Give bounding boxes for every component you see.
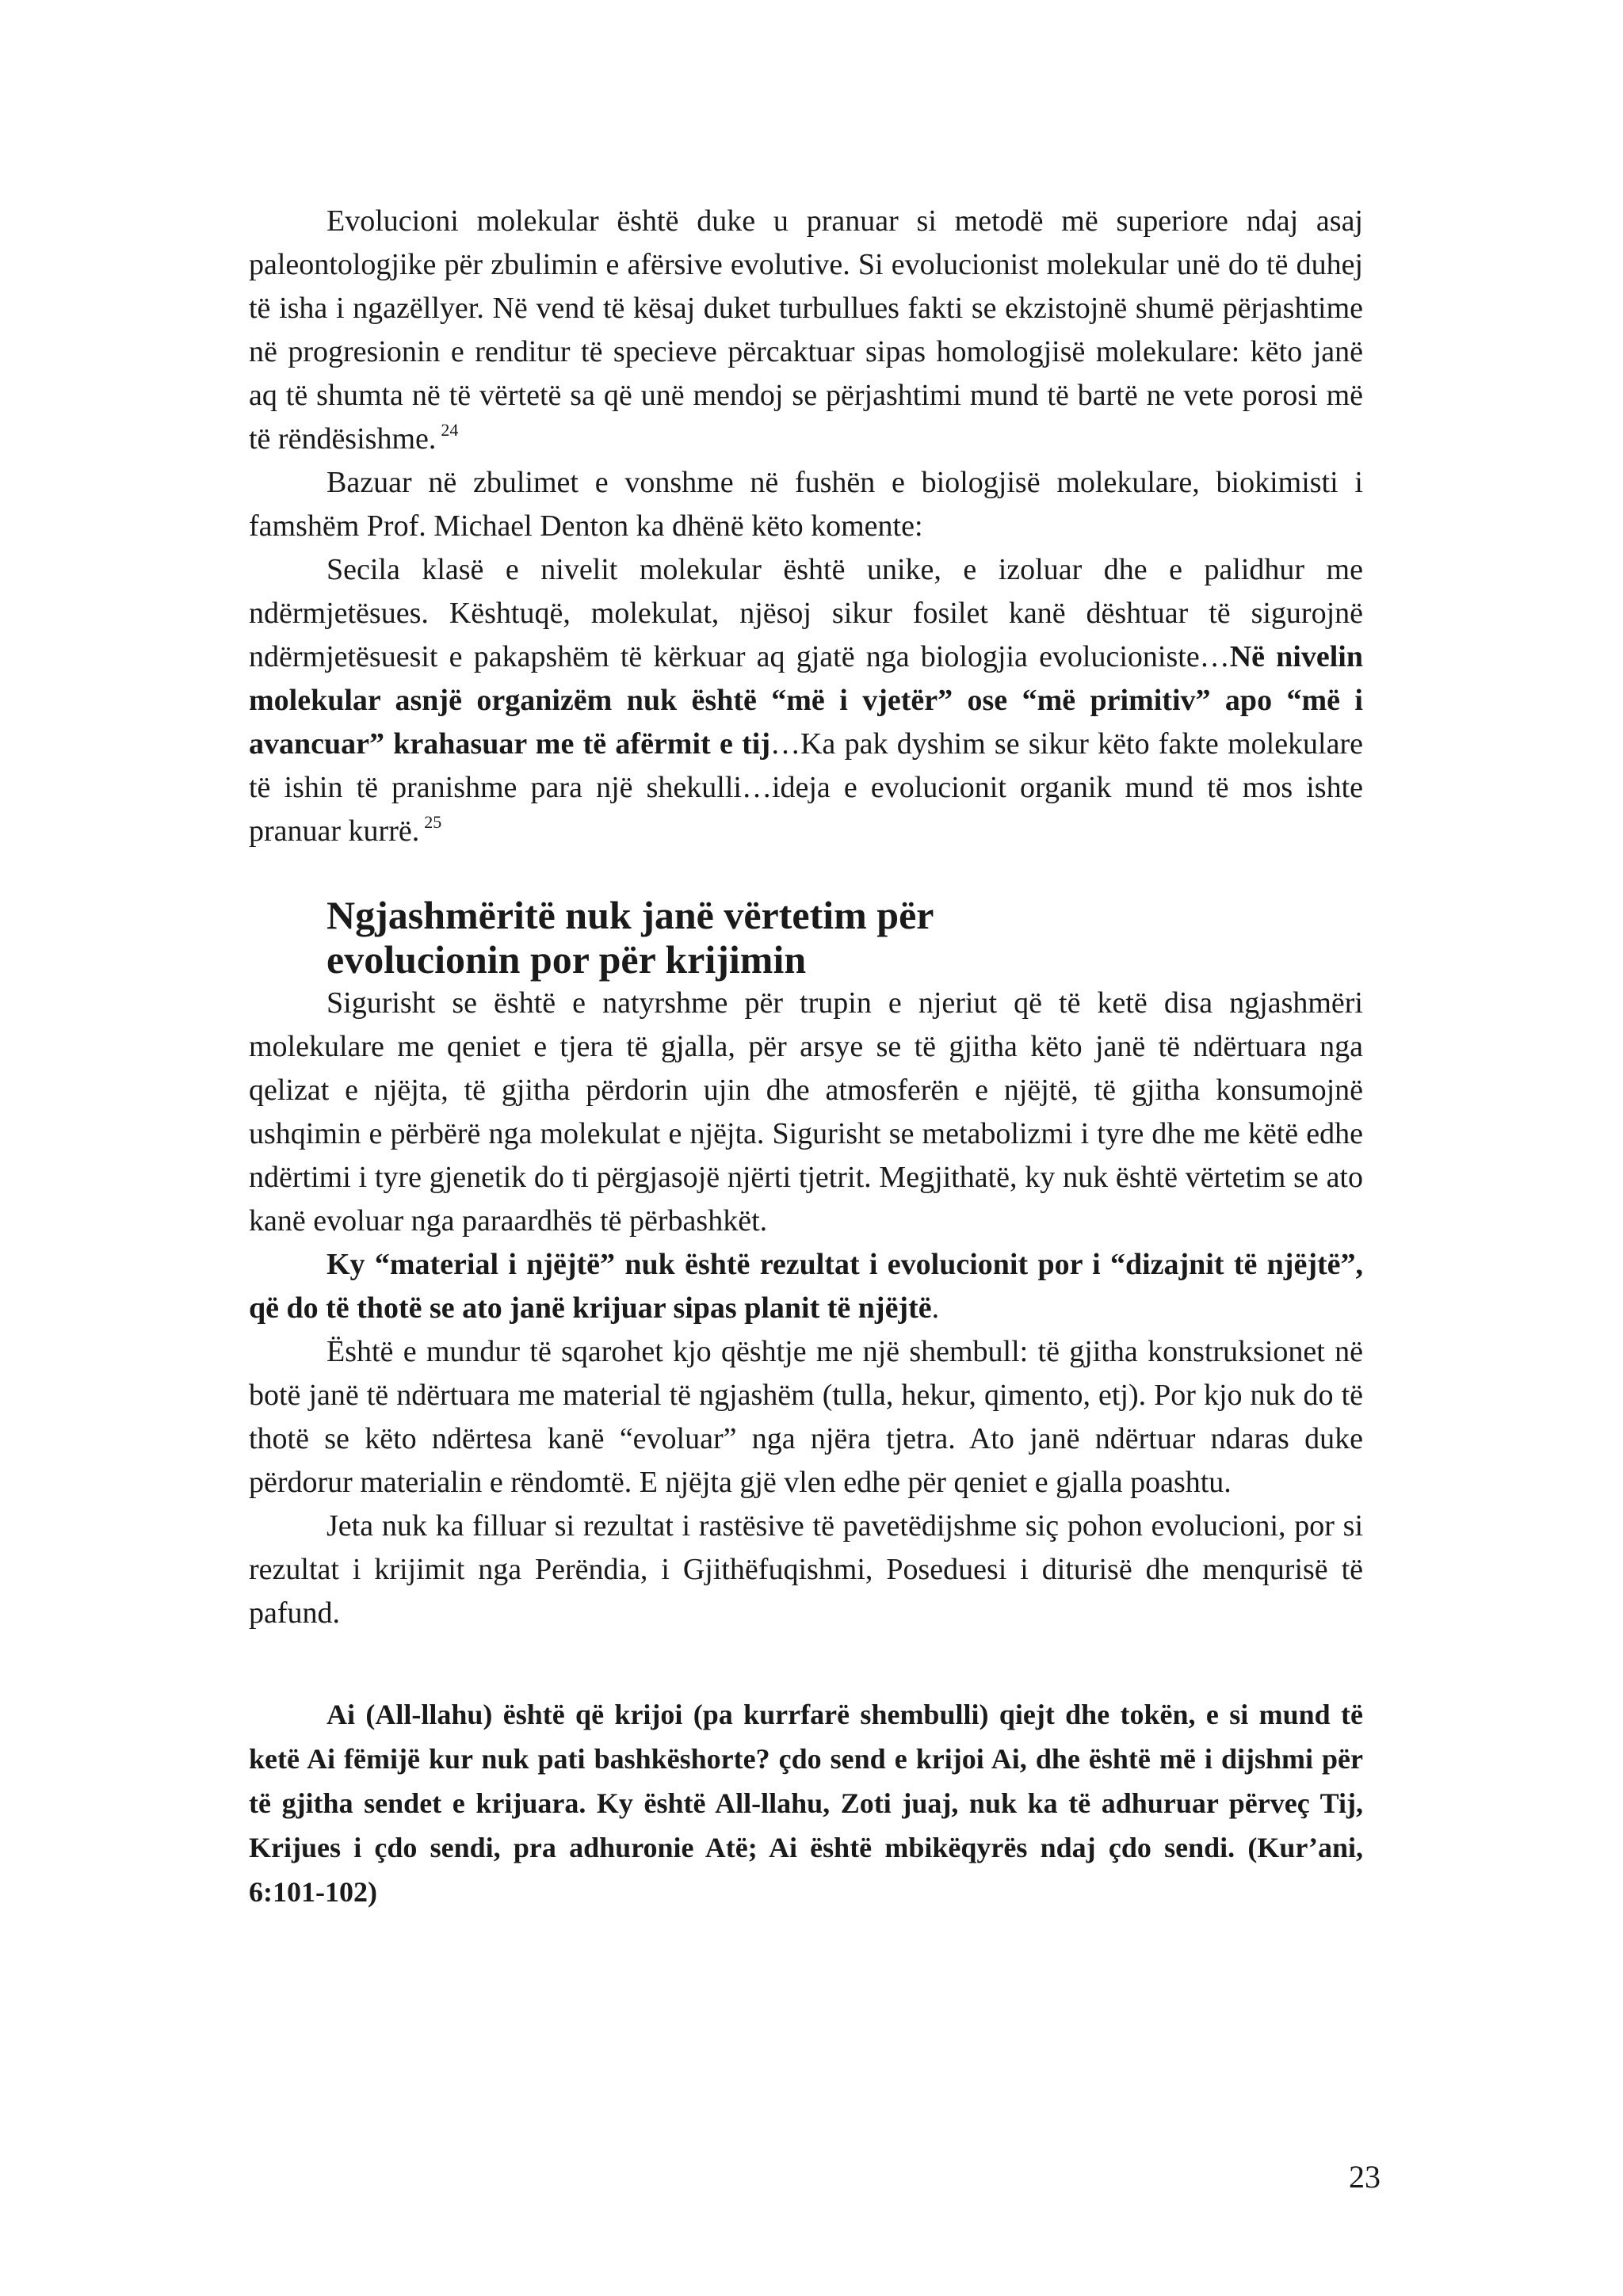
section-heading-line-2: evolucionin por për krijimin — [327, 937, 807, 982]
paragraph-7: Jeta nuk ka filluar si rezultat i rastësive të pavetëdijshme siç pohon evolucioni, por si rezultat i krijimit nga Perëndia, i Gjithëfuqishmi, Poseduesi i diturisë dhe menqurisë të pafund. — [249, 1509, 1363, 1630]
paragraph-5 — [249, 1243, 1363, 1330]
paragraph-3-part-c: …Ka pak dyshim se sikur këto fakte molekulare të ishin të pranishme para një shekulli…ideja e evolucionit organik mund të mos ishte pranuar kurrë. — [249, 727, 1364, 848]
footnote-ref-25: 25 — [424, 812, 442, 832]
paragraph-1-text: Evolucioni molekular është duke u pranuar si metodë më superiore ndaj asaj paleontologjike për zbulimin e afërsive evolutive. Si evolucionist molekular unë do të duhej të isha i ngazëllyer. Në vend të kësaj duket turbullues fakti se ekzistojnë shumë përjashtime në progresionin e renditur të specieve përcaktuar sipas homologjisë molekulare: këto janë aq të shumta në të vërtetë sa që unë mendoj se përjashtimi mund të bartë ne vete porosi më të rëndësishme. — [249, 204, 1363, 456]
paragraph-1 — [249, 200, 1363, 461]
paragraph-4: Sigurisht se është e natyrshme për trupin e njeriut që të ketë disa ngjashmëri molekulare me qeniet e tjera të gjalla, për arsye se të gjitha këto janë të ndërtuara nga qelizat e njëjta, të gjitha përdorin ujin dhe atmosferën e njëjtë, të gjitha konsumojnë ushqimin e përbërë nga molekulat e njëjta. Sigurisht se metabolizmi i tyre dhe me këtë edhe ndërtimi i tyre gjenetik do ti përgjasojë njërti tjetrit. Megjithatë, ky nuk është vërtetim se ato kanë evoluar nga paraardhës të përbashkët. — [249, 986, 1363, 1238]
page-body — [249, 200, 1363, 1914]
page-number: 23 — [1349, 2159, 1381, 2195]
section-heading — [327, 893, 1363, 982]
paragraph-3-bold: Në nivelin molekular asnjë organizëm nuk është “më i vjetër” ose “më primitiv” apo “më i avancuar” krahasuar me të afërmit e tij — [249, 640, 1363, 761]
paragraph-3-quote — [249, 548, 1363, 853]
quran-quote: Ai (All-llahu) është që krijoi (pa kurrfarë shembulli) qiejt dhe tokën, e si mund të ketë Ai fëmijë kur nuk pati bashkëshorte? çdo send e krijoi Ai, dhe është më i dijshmi për të gjitha sendet e krijuara. Ky është All-llahu, Zoti juaj, nuk ka të adhuruar përveç Tij, Krijues i çdo sendi, pra adhuronie Atë; Ai është mbikëqyrës ndaj çdo sendi. (Kur’ani, 6:101-102) — [249, 1699, 1363, 1908]
paragraph-5-bold: Ky “material i njëjtë” nuk është rezultat i evolucionit por i “dizajnit të njëjtë”, që do të thotë se ato janë krijuar sipas planit të njëjtë — [249, 1248, 1363, 1325]
paragraph-5-end: . — [931, 1291, 940, 1325]
footnote-ref-24: 24 — [441, 420, 459, 440]
paragraph-3-part-a: Secila klasë e nivelit molekular është unike, e izoluar dhe e palidhur me ndërmjetësues. Kështuqë, molekulat, njësoj sikur fosilet kanë dështuar të sigurojnë ndërmjetësuesit e pakapshëm të kërkuar aq gjatë nga biologjia evolucioniste… — [249, 553, 1363, 673]
section-heading-line-1: Ngjashmëritë nuk janë vërtetim për — [327, 893, 934, 937]
paragraph-6: Është e mundur të sqarohet kjo qështje me një shembull: të gjitha konstruksionet në botë janë të ndërtuara me material të ngjashëm (tulla, hekur, qimento, etj). Por kjo nuk do të thotë se këto ndërtesa kanë “evoluar” nga njëra tjetra. Ato janë ndërtuar ndaras duke përdorur materialin e rëndomtë. E njëjta gjë vlen edhe për qeniet e gjalla poashtu. — [249, 1335, 1363, 1499]
paragraph-2: Bazuar në zbulimet e vonshme në fushën e biologjisë molekulare, biokimisti i famshëm Prof. Michael Denton ka dhënë këto komente: — [249, 466, 1363, 543]
